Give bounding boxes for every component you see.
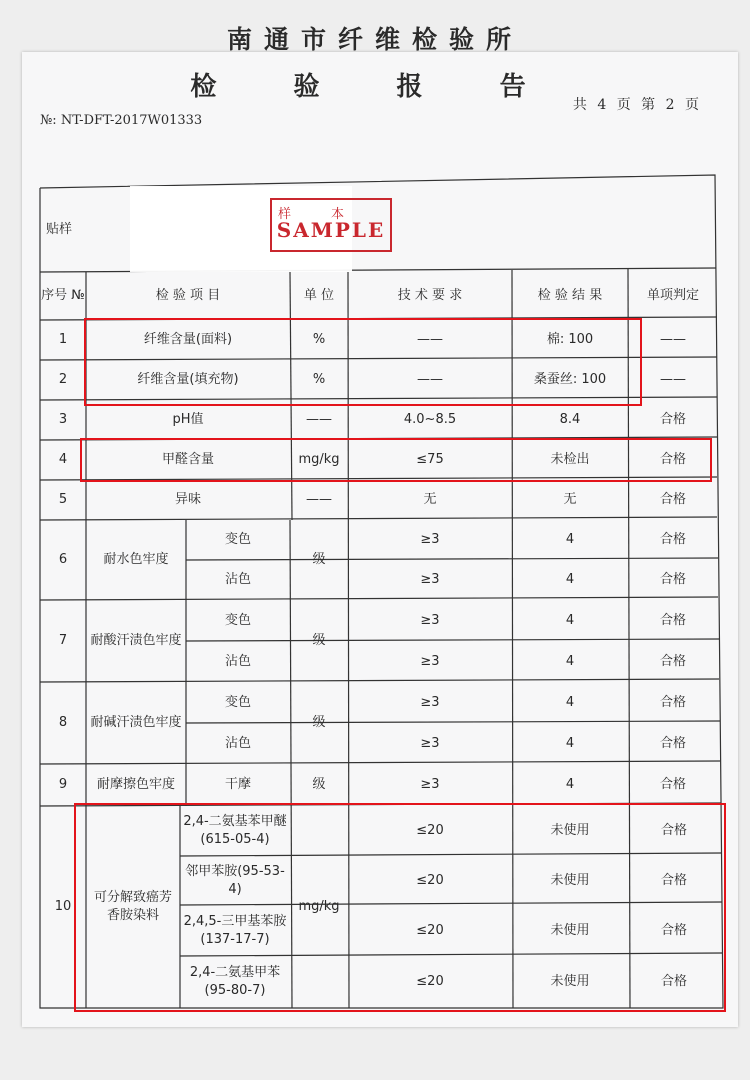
row8-sub-a: 变色 bbox=[224, 694, 251, 710]
row7-req-a: ≥3 bbox=[420, 612, 440, 628]
row2-item: 纤维含量(填充物) bbox=[137, 372, 239, 387]
row4-req: ≤75 bbox=[416, 452, 444, 467]
row6-unit: 级 bbox=[312, 552, 326, 567]
row9-result: 4 bbox=[565, 777, 575, 792]
institution-name: 南通市纤维检验所 bbox=[226, 25, 523, 54]
row1-result: 棉: 100 bbox=[546, 332, 594, 347]
row3-req: 4.0~8.5 bbox=[403, 412, 457, 427]
row6-sub-a: 变色 bbox=[224, 532, 251, 547]
row1-unit: % bbox=[312, 332, 326, 347]
row5-item: 异味 bbox=[174, 492, 201, 507]
row8-no: 8 bbox=[58, 715, 68, 730]
row9-no: 9 bbox=[58, 777, 68, 792]
row8-req-a: ≥3 bbox=[420, 694, 440, 710]
col-header-item: 检 验 项 目 bbox=[155, 288, 221, 303]
row10-result-2: 未使用 bbox=[550, 872, 590, 888]
col-header-judge: 单项判定 bbox=[646, 288, 699, 303]
row9-req: ≥3 bbox=[420, 777, 440, 792]
row5-result: 无 bbox=[563, 492, 577, 507]
row7-judge-a: 合格 bbox=[659, 612, 686, 628]
row6-result-a: 4 bbox=[565, 532, 575, 547]
row5-no: 5 bbox=[58, 492, 68, 507]
row7-result-b: 4 bbox=[565, 653, 575, 669]
sample-stamp bbox=[270, 198, 392, 252]
row4-item: 甲醛含量 bbox=[161, 452, 214, 467]
row6-judge-b: 合格 bbox=[659, 572, 686, 587]
row10-sub-1: 2,4-二氨基苯甲醚(615-05-4) bbox=[183, 814, 287, 847]
stamp-top-text: 样本 bbox=[277, 207, 384, 222]
row8-unit: 级 bbox=[312, 715, 326, 730]
row2-judge: —— bbox=[660, 372, 686, 387]
row7-sub-b: 沾色 bbox=[224, 653, 251, 669]
row6-req-a: ≥3 bbox=[420, 532, 440, 547]
row7-no: 7 bbox=[58, 633, 68, 648]
page-info: 共 4 页 第 2 页 bbox=[572, 97, 702, 113]
col-header-seq: 序号 № bbox=[41, 288, 85, 303]
row3-item: pH值 bbox=[172, 412, 204, 427]
row6-judge-a: 合格 bbox=[659, 532, 686, 547]
row7-sub-a: 变色 bbox=[224, 612, 251, 628]
row6-result-b: 4 bbox=[565, 572, 575, 587]
row10-req-2: ≤20 bbox=[416, 872, 444, 888]
row3-result: 8.4 bbox=[559, 412, 581, 427]
row9-item: 耐摩擦色牢度 bbox=[96, 777, 175, 792]
row10-req-3: ≤20 bbox=[416, 922, 444, 938]
row5-unit: —— bbox=[306, 492, 332, 507]
row1-item: 纤维含量(面料) bbox=[143, 332, 233, 347]
row10-judge-1: 合格 bbox=[660, 823, 687, 838]
row10-item: 可分解致癌芳香胺染料 bbox=[93, 890, 172, 923]
row2-unit: % bbox=[312, 372, 326, 387]
row6-sub-b: 沾色 bbox=[224, 572, 251, 587]
row7-item: 耐酸汗渍色牢度 bbox=[90, 633, 182, 648]
col-header-req: 技 术 要 求 bbox=[397, 288, 463, 303]
stamp-text: SAMPLE bbox=[276, 218, 386, 242]
row7-unit: 级 bbox=[312, 633, 326, 648]
row9-unit: 级 bbox=[312, 777, 326, 792]
row10-judge-2: 合格 bbox=[660, 872, 687, 888]
row10-sub-4: 2,4-二氨基甲苯(95-80-7) bbox=[189, 965, 281, 998]
row6-item: 耐水色牢度 bbox=[103, 552, 169, 567]
highlight-formaldehyde bbox=[80, 438, 712, 482]
row8-sub-b: 沾色 bbox=[224, 735, 251, 751]
report-title: 检 验 报 告 bbox=[190, 72, 560, 102]
row3-unit: —— bbox=[306, 412, 332, 427]
row8-result-a: 4 bbox=[565, 694, 575, 710]
row10-judge-4: 合格 bbox=[660, 974, 687, 989]
highlight-azo-dyes bbox=[74, 803, 726, 1012]
row7-result-a: 4 bbox=[565, 612, 575, 628]
row10-no: 10 bbox=[54, 899, 72, 914]
row1-judge: —— bbox=[660, 332, 686, 347]
highlight-fiber-content bbox=[84, 318, 642, 406]
row5-judge: 合格 bbox=[659, 492, 686, 507]
row10-result-1: 未使用 bbox=[550, 823, 590, 838]
row8-item: 耐碱汗渍色牢度 bbox=[90, 715, 182, 730]
row10-result-3: 未使用 bbox=[550, 922, 590, 938]
row8-result-b: 4 bbox=[565, 735, 575, 751]
sample-label: 贴样 bbox=[46, 222, 73, 237]
row4-judge: 合格 bbox=[659, 452, 686, 467]
report-number: №: NT-DFT-2017W01333 bbox=[40, 113, 203, 128]
row8-req-b: ≥3 bbox=[420, 735, 440, 751]
row9-judge: 合格 bbox=[659, 777, 686, 792]
row6-no: 6 bbox=[58, 552, 68, 567]
row1-req: —— bbox=[417, 332, 443, 347]
row8-judge-b: 合格 bbox=[659, 735, 686, 751]
row6-req-b: ≥3 bbox=[420, 572, 440, 587]
row10-judge-3: 合格 bbox=[660, 922, 687, 938]
row7-judge-b: 合格 bbox=[659, 653, 686, 669]
row10-sub-2: 邻甲苯胺(95-53-4) bbox=[185, 863, 285, 897]
row5-req: 无 bbox=[423, 492, 437, 507]
row1-no: 1 bbox=[58, 332, 68, 347]
col-header-unit: 单 位 bbox=[303, 288, 335, 303]
row4-no: 4 bbox=[58, 452, 68, 467]
row10-sub-3: 2,4,5-三甲基苯胺(137-17-7) bbox=[183, 913, 287, 947]
row10-req-4: ≤20 bbox=[416, 974, 444, 989]
row3-no: 3 bbox=[58, 412, 68, 427]
col-header-result: 检 验 结 果 bbox=[537, 288, 603, 303]
row9-sub: 干摩 bbox=[224, 777, 251, 792]
row2-no: 2 bbox=[58, 372, 68, 387]
row2-req: —— bbox=[417, 372, 443, 387]
row10-req-1: ≤20 bbox=[416, 823, 444, 838]
row10-result-4: 未使用 bbox=[550, 974, 590, 989]
row3-judge: 合格 bbox=[659, 412, 686, 427]
row2-result: 桑蚕丝: 100 bbox=[533, 372, 607, 387]
row10-unit: mg/kg bbox=[298, 899, 340, 914]
row8-judge-a: 合格 bbox=[659, 694, 686, 710]
row7-req-b: ≥3 bbox=[420, 653, 440, 669]
row4-result: 未检出 bbox=[550, 452, 590, 467]
row4-unit: mg/kg bbox=[298, 452, 340, 467]
